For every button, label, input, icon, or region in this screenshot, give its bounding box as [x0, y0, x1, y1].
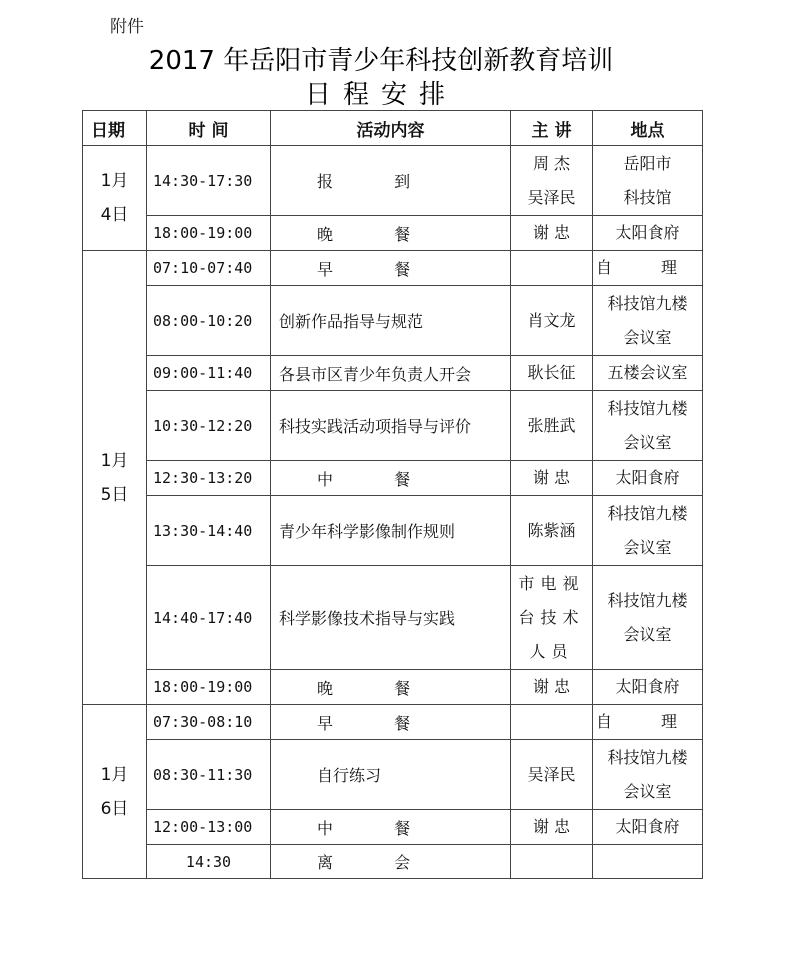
date-day: 5日 — [100, 484, 129, 505]
date-month: 1月 — [100, 450, 129, 471]
time-cell: 10:30-12:20 — [147, 391, 271, 461]
time-cell: 12:30-13:20 — [147, 461, 271, 496]
location-line: 自 理 — [595, 258, 700, 277]
time-cell: 18:00-19:00 — [147, 216, 271, 251]
speaker-line: 谢 忠 — [532, 223, 571, 242]
speaker-line: 谢 忠 — [532, 817, 571, 836]
date-day: 4日 — [100, 205, 129, 225]
header-time: 时 间 — [147, 111, 271, 146]
activity-text: 离 会 — [317, 853, 439, 872]
location-cell — [593, 391, 703, 461]
activity-text: 报 到 — [317, 172, 439, 191]
location-cell — [593, 670, 703, 705]
location-line: 会议室 — [623, 432, 672, 452]
speaker-cell — [511, 566, 593, 670]
location-cell — [593, 356, 703, 391]
time-cell: 12:00-13:00 — [147, 810, 271, 845]
table-row — [83, 810, 703, 845]
speaker-cell — [511, 705, 593, 740]
speaker-line: 耿长征 — [527, 363, 576, 382]
time-cell: 14:40-17:40 — [147, 566, 271, 670]
location-cell — [593, 461, 703, 496]
location-cell — [593, 740, 703, 810]
speaker-line: 周 杰 — [532, 153, 571, 173]
activity-text: 自行练习 — [317, 766, 382, 785]
activity-cell — [271, 566, 511, 670]
header-row — [83, 111, 703, 146]
activity-cell — [271, 705, 511, 740]
time-cell: 07:30-08:10 — [147, 705, 271, 740]
location-line: 岳阳市 — [623, 153, 672, 173]
activity-cell — [271, 391, 511, 461]
speaker-cell — [511, 286, 593, 356]
activity-cell — [271, 356, 511, 391]
annex-label: 附件 — [110, 17, 144, 37]
date-day: 6日 — [100, 798, 129, 819]
speaker-cell — [511, 251, 593, 286]
activity-text: 晚 餐 — [317, 224, 439, 244]
location-line: 会议室 — [623, 327, 672, 347]
speaker-cell — [511, 391, 593, 461]
location-cell — [593, 845, 703, 879]
activity-cell — [271, 216, 511, 251]
time-cell: 14:30-17:30 — [147, 146, 271, 216]
date-cell — [83, 705, 147, 879]
time-cell: 14:30 — [147, 845, 271, 879]
activity-cell — [271, 251, 511, 286]
header-location: 地点 — [593, 111, 703, 146]
location-line: 太阳食府 — [615, 468, 680, 487]
activity-cell — [271, 496, 511, 566]
location-line: 科技馆九楼 — [607, 398, 688, 418]
activity-text: 青少年科学影像制作规则 — [279, 522, 456, 541]
date-cell — [83, 146, 147, 251]
document-title: 2017 年岳阳市青少年科技创新教育培训 — [148, 46, 614, 76]
activity-text: 早 餐 — [317, 713, 439, 733]
speaker-cell — [511, 356, 593, 391]
location-cell — [593, 146, 703, 216]
header-date: 日期 — [83, 111, 147, 146]
table-row — [83, 496, 703, 566]
location-line: 科技馆九楼 — [607, 747, 688, 767]
activity-cell — [271, 146, 511, 216]
activity-cell — [271, 740, 511, 810]
table-row — [83, 251, 703, 286]
location-line: 会议室 — [623, 781, 672, 801]
activity-cell — [271, 286, 511, 356]
speaker-line: 人员 — [529, 641, 574, 661]
date-cell — [83, 251, 147, 705]
table-row — [83, 216, 703, 251]
speaker-line: 肖文龙 — [527, 310, 576, 330]
activity-text: 中 餐 — [317, 469, 439, 489]
speaker-line: 张胜武 — [527, 415, 576, 435]
activity-text: 各县市区青少年负责人开会 — [279, 364, 472, 384]
speaker-line: 谢 忠 — [532, 677, 571, 696]
speaker-line: 谢 忠 — [532, 468, 571, 487]
speaker-line: 台技术 — [518, 607, 585, 627]
location-cell — [593, 251, 703, 286]
activity-text: 创新作品指导与规范 — [279, 312, 424, 331]
location-cell — [593, 810, 703, 845]
date-month: 1月 — [100, 171, 129, 191]
location-cell — [593, 566, 703, 670]
table-row — [83, 391, 703, 461]
location-line: 科技馆九楼 — [607, 590, 688, 610]
table-row — [83, 286, 703, 356]
time-cell: 07:10-07:40 — [147, 251, 271, 286]
location-cell — [593, 216, 703, 251]
speaker-line: 市电视 — [518, 573, 585, 593]
header-activity: 活动内容 — [271, 111, 511, 146]
time-cell: 08:00-10:20 — [147, 286, 271, 356]
table-row — [83, 670, 703, 705]
time-cell: 18:00-19:00 — [147, 670, 271, 705]
location-line: 太阳食府 — [615, 677, 680, 696]
schedule-body — [83, 146, 703, 879]
table-row — [83, 845, 703, 879]
document-subtitle: 日程安排 — [304, 80, 457, 110]
time-cell: 13:30-14:40 — [147, 496, 271, 566]
header-speaker: 主 讲 — [511, 111, 593, 146]
schedule-table — [82, 110, 703, 879]
speaker-cell — [511, 461, 593, 496]
table-row — [83, 356, 703, 391]
activity-text: 晚 餐 — [317, 678, 439, 698]
location-line: 科技馆九楼 — [607, 503, 688, 523]
time-cell: 08:30-11:30 — [147, 740, 271, 810]
speaker-cell — [511, 740, 593, 810]
location-cell — [593, 705, 703, 740]
table-row — [83, 705, 703, 740]
location-line: 太阳食府 — [615, 817, 680, 836]
speaker-cell — [511, 810, 593, 845]
location-line: 太阳食府 — [615, 223, 680, 242]
table-row — [83, 740, 703, 810]
activity-cell — [271, 810, 511, 845]
table-row — [83, 461, 703, 496]
location-cell — [593, 496, 703, 566]
speaker-line: 陈紫涵 — [527, 520, 576, 540]
speaker-line: 吴泽民 — [527, 764, 576, 784]
speaker-line: 吴泽民 — [527, 187, 576, 207]
speaker-cell — [511, 146, 593, 216]
activity-text: 科学影像技术指导与实践 — [279, 609, 456, 628]
location-line: 五楼会议室 — [607, 363, 688, 382]
activity-text: 中 餐 — [317, 818, 439, 838]
activity-cell — [271, 670, 511, 705]
speaker-cell — [511, 496, 593, 566]
table-row — [83, 146, 703, 216]
date-month: 1月 — [100, 764, 129, 785]
activity-cell — [271, 845, 511, 879]
activity-cell — [271, 461, 511, 496]
speaker-cell — [511, 670, 593, 705]
speaker-cell — [511, 216, 593, 251]
location-line: 自 理 — [595, 712, 700, 731]
speaker-cell — [511, 845, 593, 879]
location-line: 会议室 — [623, 537, 672, 557]
activity-text: 科技实践活动项指导与评价 — [279, 417, 472, 436]
table-row — [83, 566, 703, 670]
location-line: 会议室 — [623, 624, 672, 644]
location-line: 科技馆 — [623, 187, 672, 207]
location-line: 科技馆九楼 — [607, 293, 688, 313]
time-cell: 09:00-11:40 — [147, 356, 271, 391]
location-cell — [593, 286, 703, 356]
activity-text: 早 餐 — [317, 259, 439, 279]
